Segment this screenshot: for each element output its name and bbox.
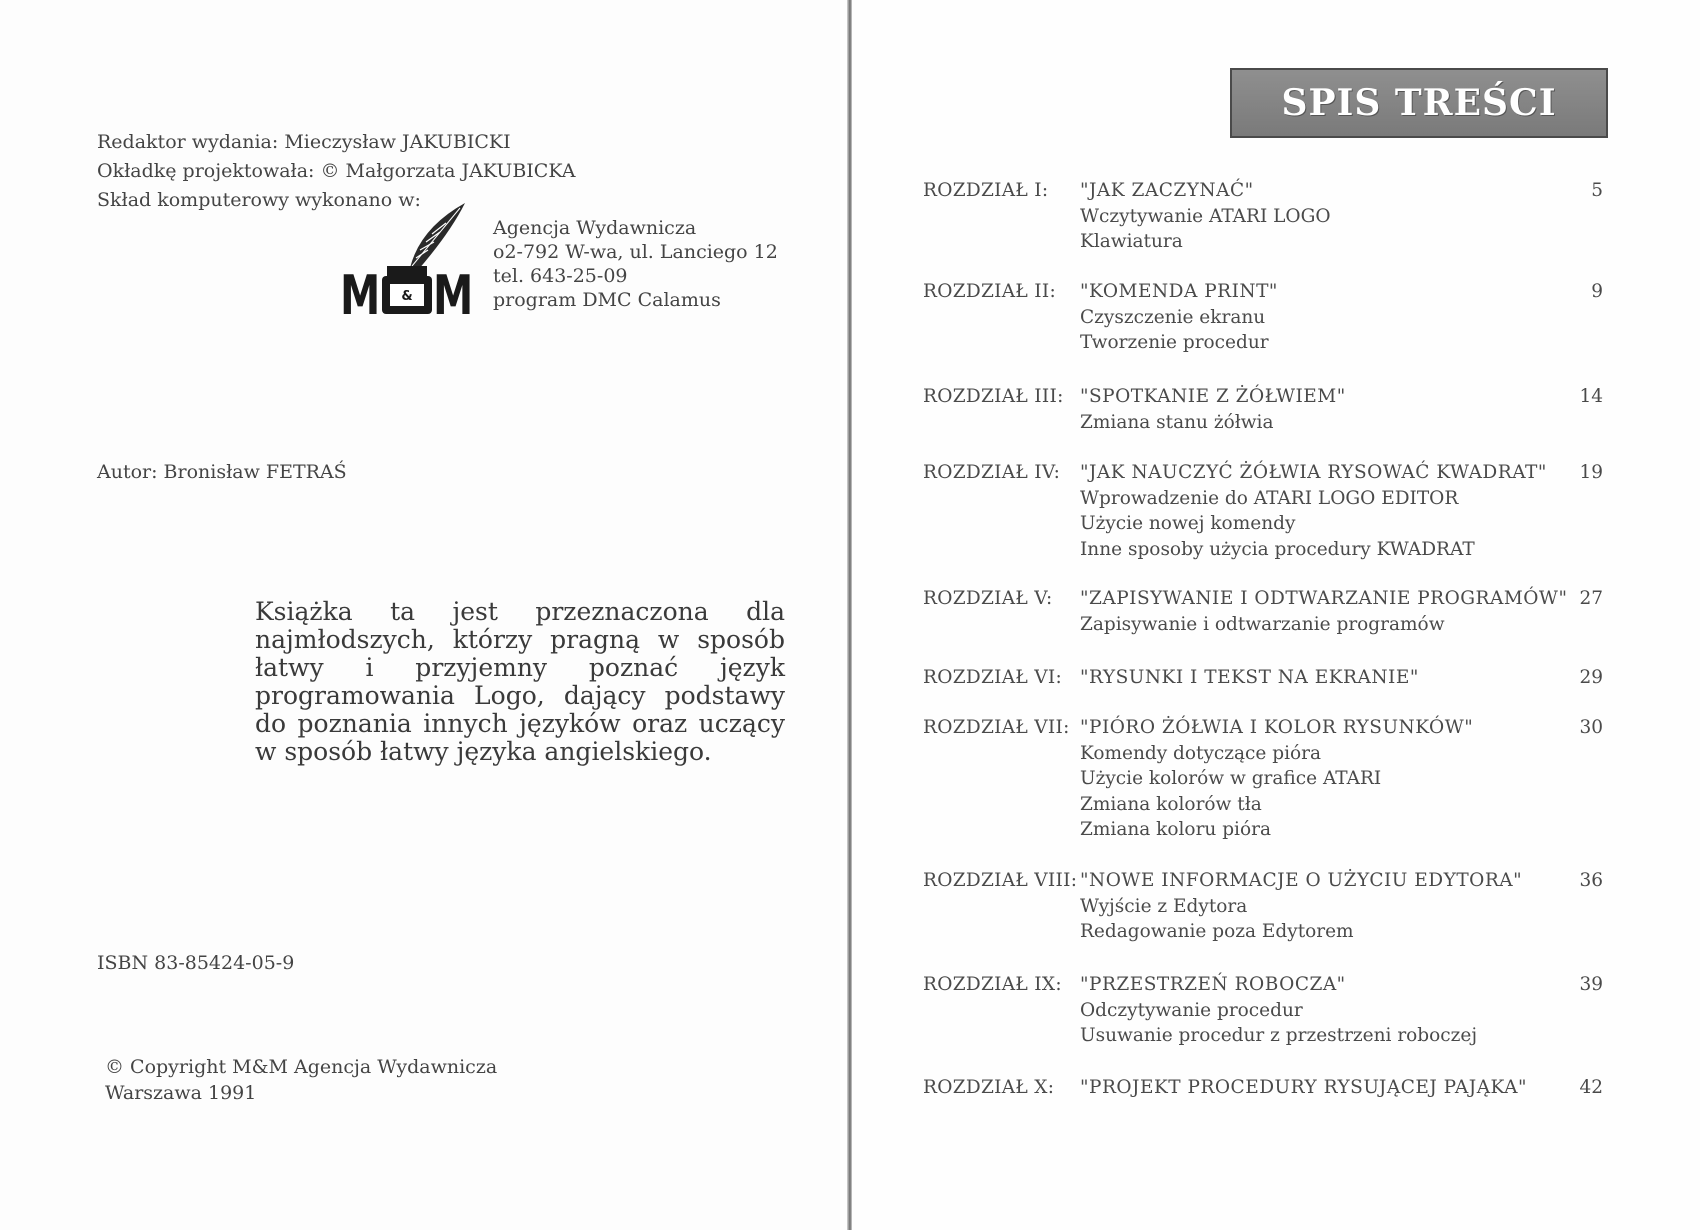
chapter-label: ROZDZIAŁ VI: bbox=[923, 667, 1063, 688]
chapter-title: "JAK NAUCZYĆ ŻÓŁWIA RYSOWAĆ KWADRAT" bbox=[1080, 462, 1547, 483]
chapter-subsection: Zmiana koloru pióra bbox=[1080, 819, 1271, 840]
chapter-page-number: 30 bbox=[1579, 717, 1603, 738]
chapter-title: "ZAPISYWANIE I ODTWARZANIE PROGRAMÓW" bbox=[1080, 588, 1568, 609]
chapter-page-number: 14 bbox=[1579, 386, 1603, 407]
chapter-label: ROZDZIAŁ V: bbox=[923, 588, 1053, 609]
chapter-page-number: 39 bbox=[1579, 974, 1603, 995]
agency-phone: tel. 643-25-09 bbox=[493, 265, 628, 287]
chapter-subsection: Czyszczenie ekranu bbox=[1080, 306, 1266, 328]
chapter-body bbox=[1080, 665, 1560, 691]
chapter-page-number: 36 bbox=[1579, 870, 1603, 891]
chapter-subsection: Komendy dotyczące pióra bbox=[1080, 742, 1322, 764]
chapter-subsection: Klawiatura bbox=[1080, 231, 1183, 252]
chapter-subsection: Wyjście z Edytora bbox=[1080, 895, 1248, 917]
chapter-title: "SPOTKANIE Z ŻÓŁWIEM" bbox=[1080, 386, 1346, 407]
chapter-subsection: Zmiana stanu żółwia bbox=[1080, 411, 1274, 433]
chapter-subsection: Odczytywanie procedur bbox=[1080, 999, 1303, 1021]
agency-software: program DMC Calamus bbox=[493, 289, 721, 311]
chapter-page-number: 5 bbox=[1591, 180, 1603, 201]
chapter-body bbox=[1080, 460, 1560, 562]
chapter-subsection: Usuwanie procedur z przestrzeni roboczej bbox=[1080, 1025, 1478, 1046]
agency-block bbox=[340, 188, 800, 328]
chapter-body bbox=[1080, 1075, 1560, 1101]
chapter-label: ROZDZIAŁ II: bbox=[923, 281, 1057, 302]
chapter-page-number: 9 bbox=[1591, 281, 1603, 302]
chapter-subsection: Wprowadzenie do ATARI LOGO EDITOR bbox=[1080, 487, 1459, 509]
chapter-label: ROZDZIAŁ I: bbox=[923, 180, 1049, 201]
chapter-page-number: 27 bbox=[1579, 588, 1603, 609]
agency-name: Agencja Wydawnicza bbox=[493, 217, 697, 239]
chapter-label: ROZDZIAŁ X: bbox=[923, 1077, 1055, 1098]
editor-credit: Redaktor wydania: Mieczysław JAKUBICKI bbox=[97, 131, 511, 153]
copyright-place-year: Warszawa 1991 bbox=[105, 1082, 257, 1104]
chapter-subsection: Zmiana kolorów tła bbox=[1080, 793, 1262, 815]
copyright bbox=[105, 1054, 497, 1106]
chapter-title: "RYSUNKI I TEKST NA EKRANIE" bbox=[1080, 667, 1419, 688]
toc-title-banner bbox=[1230, 68, 1608, 138]
chapter-body bbox=[1080, 586, 1568, 637]
chapter-body bbox=[1080, 279, 1560, 356]
chapter-title: "PROJEKT PROCEDURY RYSUJĄCEJ PAJĄKA" bbox=[1080, 1077, 1527, 1098]
chapter-title: "JAK ZACZYNAĆ" bbox=[1080, 180, 1254, 201]
cover-credit: Okładkę projektowała: © Małgorzata JAKUBICKA bbox=[97, 160, 576, 182]
chapter-label: ROZDZIAŁ IX: bbox=[923, 974, 1062, 995]
typesetting-credit: Skład komputerowy wykonano w: bbox=[97, 189, 421, 211]
chapter-label: ROZDZIAŁ VII: bbox=[923, 717, 1070, 738]
chapter-subsection: Inne sposoby użycia procedury KWADRAT bbox=[1080, 538, 1475, 560]
author-credit: Autor: Bronisław FETRAŚ bbox=[97, 461, 347, 483]
chapter-title: "NOWE INFORMACJE O UŻYCIU EDYTORA" bbox=[1080, 870, 1523, 891]
book-description: Książka ta jest przeznaczona dla najmłodszych, którzy pragną w sposób łatwy i przyjemny poznać język programowania Logo, dający podstawy do poznania innych języków oraz uczący w sposób łatwy języka angielskiego. bbox=[255, 597, 785, 766]
chapter-body bbox=[1080, 384, 1560, 435]
chapter-page-number: 29 bbox=[1579, 667, 1603, 688]
chapter-title: "PIÓRO ŻÓŁWIA I KOLOR RYSUNKÓW" bbox=[1080, 717, 1474, 738]
chapter-title: "PRZESTRZEŃ ROBOCZA" bbox=[1080, 974, 1346, 995]
chapter-subsection: Użycie kolorów w grafice ATARI bbox=[1080, 768, 1382, 789]
chapter-subsection: Redagowanie poza Edytorem bbox=[1080, 921, 1354, 942]
toc-title: SPIS TREŚCI bbox=[1281, 82, 1557, 124]
chapter-label: ROZDZIAŁ IV: bbox=[923, 462, 1061, 483]
agency-address bbox=[493, 216, 778, 312]
chapter-label: ROZDZIAŁ III: bbox=[923, 386, 1064, 407]
chapter-body bbox=[1080, 715, 1560, 843]
svg-text:&: & bbox=[401, 289, 413, 304]
publisher-logo bbox=[340, 198, 474, 328]
agency-street: o2-792 W-wa, ul. Lanciego 12 bbox=[493, 241, 778, 263]
chapter-body bbox=[1080, 178, 1560, 255]
chapter-subsection: Wczytywanie ATARI LOGO bbox=[1080, 205, 1331, 227]
svg-text:M: M bbox=[433, 265, 474, 328]
chapter-body bbox=[1080, 972, 1560, 1049]
chapter-title: "KOMENDA PRINT" bbox=[1080, 281, 1278, 302]
chapter-body bbox=[1080, 868, 1560, 945]
chapter-subsection: Zapisywanie i odtwarzanie programów bbox=[1080, 613, 1445, 635]
chapter-page-number: 42 bbox=[1579, 1077, 1603, 1098]
copyright-line: © Copyright M&M Agencja Wydawnicza bbox=[105, 1056, 498, 1078]
chapter-subsection: Tworzenie procedur bbox=[1080, 332, 1269, 353]
chapter-page-number: 19 bbox=[1579, 462, 1603, 483]
svg-text:M: M bbox=[340, 265, 381, 328]
chapter-subsection: Użycie nowej komendy bbox=[1080, 513, 1296, 534]
isbn: ISBN 83-85424-05-9 bbox=[97, 952, 295, 974]
chapter-label: ROZDZIAŁ VIII: bbox=[923, 870, 1078, 891]
